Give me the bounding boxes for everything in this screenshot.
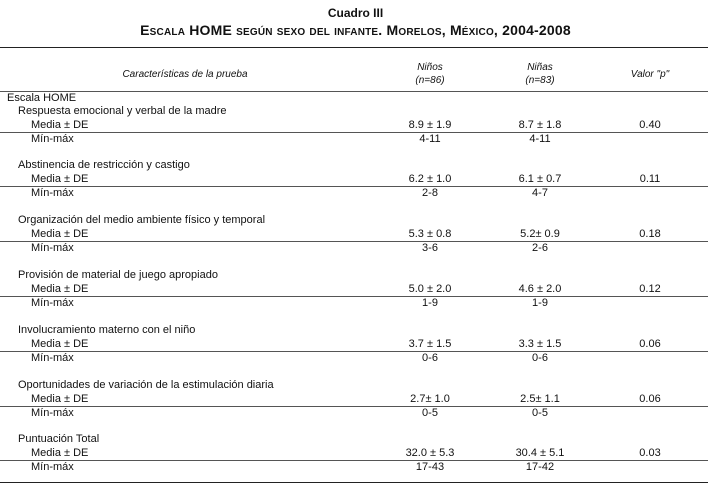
table-group <box>0 269 708 323</box>
girls-value: 0-5 <box>532 407 548 419</box>
header-girls-n: (n=83) <box>525 75 555 86</box>
table-group <box>0 214 708 268</box>
row-label: Mín-máx <box>31 187 74 199</box>
boys-value: 2-8 <box>422 187 438 199</box>
table-number: Cuadro III <box>327 6 384 20</box>
girls-value: 8.7 ± 1.8 <box>518 119 562 131</box>
table-row-mean <box>0 338 708 351</box>
row-label: Media ± DE <box>31 173 89 185</box>
table-row-mean <box>0 173 708 186</box>
table-row-range <box>0 133 708 146</box>
row-label: Mín-máx <box>31 461 74 473</box>
group-title: Involucramiento materno con el niño <box>18 324 196 336</box>
table-row-mean <box>0 447 708 460</box>
boys-value: 0-6 <box>422 352 438 364</box>
p-value: 0.18 <box>639 228 661 240</box>
header-boys-n: (n=86) <box>415 75 445 86</box>
girls-value: 4.6 ± 2.0 <box>518 283 562 295</box>
scale-label: Escala HOME <box>7 92 77 104</box>
group-title: Abstinencia de restricción y castigo <box>18 159 190 171</box>
row-label: Mín-máx <box>31 407 74 419</box>
p-value: 0.06 <box>639 338 661 350</box>
table-row-range <box>0 187 708 200</box>
row-label: Media ± DE <box>31 447 89 459</box>
boys-value: 1-9 <box>422 297 438 309</box>
table-group <box>0 159 708 213</box>
row-label: Mín-máx <box>31 242 74 254</box>
table-row-mean <box>0 119 708 132</box>
table-row-range <box>0 352 708 365</box>
table-row-range <box>0 461 708 474</box>
p-value: 0.12 <box>639 283 661 295</box>
row-label: Mín-máx <box>31 297 74 309</box>
header-rule <box>0 91 708 92</box>
p-value: 0.06 <box>639 393 661 405</box>
header-boys <box>380 61 480 87</box>
header-girls-label: Niñas <box>527 62 553 73</box>
table-group <box>0 105 708 159</box>
group-title: Oportunidades de variación de la estimulación diaria <box>18 379 274 391</box>
girls-value: 4-7 <box>532 187 548 199</box>
table-group <box>0 433 708 487</box>
header-p-value: Valor "p" <box>630 69 670 80</box>
p-value: 0.40 <box>639 119 661 131</box>
header-characteristics: Características de la prueba <box>122 69 248 80</box>
girls-value: 6.1 ± 0.7 <box>518 173 562 185</box>
table-row-range <box>0 242 708 255</box>
girls-value: 2-6 <box>532 242 548 254</box>
girls-value: 17-42 <box>525 461 555 473</box>
table-group <box>0 324 708 378</box>
header-girls <box>490 61 590 87</box>
table-title: Escala HOME según sexo del infante. Morelos, México, 2004-2008 <box>140 22 571 38</box>
boys-value: 3.7 ± 1.5 <box>408 338 452 350</box>
p-value: 0.03 <box>639 447 661 459</box>
table-row-range <box>0 297 708 310</box>
boys-value: 5.3 ± 0.8 <box>408 228 452 240</box>
row-label: Media ± DE <box>31 338 89 350</box>
boys-value: 2.7± 1.0 <box>410 393 450 405</box>
table-row-range <box>0 407 708 420</box>
girls-value: 1-9 <box>532 297 548 309</box>
table-row-mean <box>0 228 708 241</box>
row-label: Media ± DE <box>31 119 89 131</box>
row-label: Media ± DE <box>31 393 89 405</box>
row-label: Mín-máx <box>31 352 74 364</box>
boys-value: 6.2 ± 1.0 <box>408 173 452 185</box>
girls-value: 4-11 <box>529 133 551 145</box>
boys-value: 17-43 <box>415 461 445 473</box>
boys-value: 8.9 ± 1.9 <box>408 119 452 131</box>
group-title: Respuesta emocional y verbal de la madre <box>18 105 227 117</box>
table-row-mean <box>0 393 708 406</box>
table-group <box>0 379 708 433</box>
boys-value: 4-11 <box>419 133 441 145</box>
boys-value: 0-5 <box>422 407 438 419</box>
boys-value: 5.0 ± 2.0 <box>408 283 452 295</box>
girls-value: 3.3 ± 1.5 <box>518 338 562 350</box>
table-row-mean <box>0 283 708 296</box>
group-title: Organización del medio ambiente físico y temporal <box>18 214 266 226</box>
row-label: Media ± DE <box>31 283 89 295</box>
group-title: Provisión de material de juego apropiado <box>18 269 218 281</box>
p-value: 0.11 <box>639 173 661 185</box>
girls-value: 2.5± 1.1 <box>520 393 560 405</box>
top-rule <box>0 47 708 48</box>
girls-value: 0-6 <box>532 352 548 364</box>
bottom-rule <box>0 482 708 483</box>
header-boys-label: Niños <box>417 62 443 73</box>
row-label: Mín-máx <box>31 133 74 145</box>
group-title: Puntuación Total <box>18 433 100 445</box>
row-label: Media ± DE <box>31 228 89 240</box>
girls-value: 5.2± 0.9 <box>520 228 560 240</box>
boys-value: 32.0 ± 5.3 <box>405 447 455 459</box>
girls-value: 30.4 ± 5.1 <box>515 447 565 459</box>
boys-value: 3-6 <box>422 242 438 254</box>
